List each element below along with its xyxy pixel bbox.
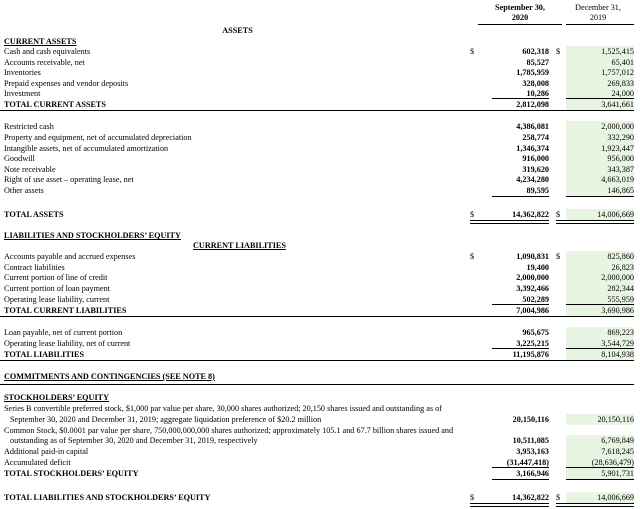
table-row (0, 121, 640, 132)
total-double-rule (556, 503, 634, 507)
common-stock-line2: outstanding as of September 30, 2020 and December 31, 2019, respectively (10, 436, 258, 445)
prior-value: 20,150,116 (566, 414, 634, 425)
total-double-rule (470, 220, 549, 224)
prior-value: 869,223 (566, 327, 634, 338)
prior-value: 8,104,938 (566, 349, 634, 360)
prior-value: (28,636,479) (566, 457, 634, 468)
table-row (0, 251, 640, 262)
current-value: 4,386,081 (516, 122, 549, 131)
table-row (0, 435, 640, 446)
current-value: 3,953,163 (516, 447, 549, 456)
current-value: (31,447,418) (506, 458, 549, 467)
assets-title-row (0, 25, 640, 36)
current-value: 965,675 (522, 328, 549, 337)
current-value: 89,595 (526, 186, 549, 195)
assets-title: ASSETS (222, 26, 253, 35)
prior-value: 1,525,415 (566, 46, 634, 57)
commitments-row (0, 371, 640, 382)
row-label: Operating lease liability, net of current (4, 339, 131, 348)
table-row (0, 185, 640, 196)
row-label: Accounts receivable, net (4, 58, 85, 67)
prior-value: 7,618,245 (566, 446, 634, 457)
commitments-label: COMMITMENTS AND CONTINGENCIES (SEE NOTE 8) (4, 372, 215, 381)
prior-value: 825,860 (566, 251, 634, 262)
prior-value: 282,344 (566, 283, 634, 294)
subtotal-rule (566, 196, 634, 197)
total-assets-row (0, 209, 640, 220)
row-label: Loan payable, net of current portion (4, 328, 123, 337)
current-value: 319,620 (522, 165, 549, 174)
table-row (0, 67, 640, 78)
current-value: 602,318 (522, 47, 549, 56)
prior-value: 65,401 (566, 57, 634, 68)
current-value: 10,286 (526, 89, 549, 98)
currency-symbol: $ (556, 47, 561, 56)
prior-value: 3,544,729 (566, 338, 634, 349)
header-prior-period (562, 3, 634, 23)
prior-value: 2,000,000 (566, 121, 634, 132)
total-rule (0, 316, 634, 317)
current-value: 11,195,876 (512, 350, 549, 359)
subtotal-rule (492, 479, 549, 480)
table-row (0, 283, 640, 294)
current-value: 7,004,986 (516, 306, 549, 315)
current-liabilities-heading: CURRENT LIABILITIES (193, 241, 286, 250)
current-value: 14,362,822 (512, 210, 549, 219)
header-current-line1: September 30, (495, 3, 545, 12)
prior-value: 14,006,669 (566, 492, 634, 503)
current-value: 10,511,085 (512, 436, 549, 445)
equity-heading: STOCKHOLDERS’ EQUITY (4, 393, 110, 402)
header-prior-line1: December 31, (575, 3, 621, 12)
prior-value: 14,006,669 (566, 209, 634, 220)
common-stock-line1: Common Stock, $0.0001 par value per share, 750,000,000,000 shares authorized; approximately 105.1 and 67.7 billion shares issued and (4, 426, 454, 435)
table-row (0, 272, 640, 283)
row-label: Contract liabilities (4, 263, 65, 272)
total-label: TOTAL STOCKHOLDERS’ EQUITY (4, 469, 139, 478)
table-row (0, 174, 640, 185)
table-row (0, 153, 640, 164)
current-value: 20,150,116 (512, 415, 549, 424)
row-label: Accounts payable and accrued expenses (4, 252, 136, 261)
header-current-period (478, 3, 562, 23)
total-row (0, 305, 640, 316)
grand-total-row (0, 492, 640, 503)
row-label: Property and equipment, net of accumulated depreciation (4, 133, 192, 142)
table-row (0, 46, 640, 57)
current-value: 19,400 (526, 263, 549, 272)
prior-value: 1,757,012 (566, 67, 634, 78)
prior-value: 146,865 (566, 185, 634, 196)
preferred-stock-line2: September 30, 2020 and December 31, 2019; aggregate liquidation preference of $20.2 million (10, 415, 322, 424)
row-label: Restricted cash (4, 122, 54, 131)
total-row (0, 468, 640, 479)
prior-value: 3,641,661 (566, 99, 634, 110)
current-value: 2,812,098 (516, 100, 549, 109)
total-double-rule (470, 503, 549, 507)
total-row (0, 349, 640, 360)
row-label: Note receivable (4, 165, 56, 174)
current-value: 258,774 (522, 133, 549, 142)
prior-value: 269,833 (566, 78, 634, 89)
total-label: TOTAL CURRENT ASSETS (4, 100, 106, 109)
currency-symbol: $ (470, 493, 475, 502)
table-row (0, 414, 640, 425)
row-label: Current portion of loan payment (4, 284, 110, 293)
current-value: 328,008 (522, 79, 549, 88)
header-prior-line2: 2019 (589, 13, 607, 22)
current-value: 3,166,946 (516, 469, 549, 478)
current-value: 85,527 (526, 58, 549, 67)
prior-value: 956,000 (566, 153, 634, 164)
row-label: Right of use asset – operating lease, net (4, 175, 134, 184)
row-label: Goodwill (4, 154, 35, 163)
prior-value: 4,663,019 (566, 174, 634, 185)
current-value: 3,225,215 (516, 339, 549, 348)
row-label: Investment (4, 89, 41, 98)
current-value: 502,289 (522, 295, 549, 304)
currency-symbol: $ (556, 493, 561, 502)
row-label: Intangible assets, net of accumulated amortization (4, 144, 169, 153)
header-current-line2: 2020 (511, 13, 529, 22)
total-rule (0, 110, 634, 111)
row-label: Other assets (4, 186, 44, 195)
table-row (0, 132, 640, 143)
currency-symbol: $ (556, 252, 561, 261)
total-row (0, 99, 640, 110)
section-heading (0, 392, 640, 403)
row-label: Prepaid expenses and vendor deposits (4, 79, 129, 88)
currency-symbol: $ (556, 210, 561, 219)
row-label: Accumulated deficit (4, 458, 71, 467)
prior-value: 2,000,000 (566, 272, 634, 283)
currency-symbol: $ (470, 210, 475, 219)
total-label: TOTAL LIABILITIES AND STOCKHOLDERS’ EQUITY (4, 493, 211, 502)
total-rule (0, 360, 634, 361)
current-value: 14,362,822 (512, 493, 549, 502)
prior-value: 343,387 (566, 164, 634, 175)
current-value: 2,000,000 (516, 273, 549, 282)
total-double-rule (556, 220, 634, 224)
section-rule (0, 384, 634, 385)
table-row (0, 446, 640, 457)
current-value: 1,090,831 (516, 252, 549, 261)
current-value: 1,785,959 (516, 68, 549, 77)
prior-value: 24,000 (566, 88, 634, 99)
row-label: Cash and cash equivalents (4, 47, 91, 56)
subtotal-rule (492, 196, 549, 197)
prior-value: 6,769,849 (566, 435, 634, 446)
row-label: Operating lease liability, current (4, 295, 110, 304)
prior-value: 1,923,447 (566, 143, 634, 154)
prior-value: 332,290 (566, 132, 634, 143)
prior-value: 555,959 (566, 294, 634, 305)
currency-symbol: $ (470, 252, 475, 261)
liabilities-title: LIABILITIES AND STOCKHOLDERS’ EQUITY (4, 231, 181, 240)
current-value: 1,346,374 (516, 144, 549, 153)
row-label: Inventories (4, 68, 41, 77)
row-label: Current portion of line of credit (4, 273, 108, 282)
total-label: TOTAL ASSETS (4, 210, 64, 219)
currency-symbol: $ (470, 47, 475, 56)
current-value: 916,000 (522, 154, 549, 163)
current-value: 4,234,280 (516, 175, 549, 184)
table-row (0, 327, 640, 338)
row-label: Additional paid-in capital (4, 447, 89, 456)
section-heading (0, 240, 640, 251)
preferred-stock-line1: Series B convertible preferred stock, $1,000 par value per share, 30,000 shares authorized; 20,150 shares issued and outstanding as of (4, 404, 442, 413)
prior-value: 5,901,731 (566, 468, 634, 479)
current-value: 3,392,466 (516, 284, 549, 293)
table-row (0, 403, 640, 414)
prior-value: 3,690,986 (566, 305, 634, 316)
subtotal-rule (566, 479, 634, 480)
current-assets-heading: CURRENT ASSETS (4, 37, 77, 46)
total-label: TOTAL CURRENT LIABILITIES (4, 306, 127, 315)
prior-value: 26,823 (566, 262, 634, 273)
total-label: TOTAL LIABILITIES (4, 350, 85, 359)
